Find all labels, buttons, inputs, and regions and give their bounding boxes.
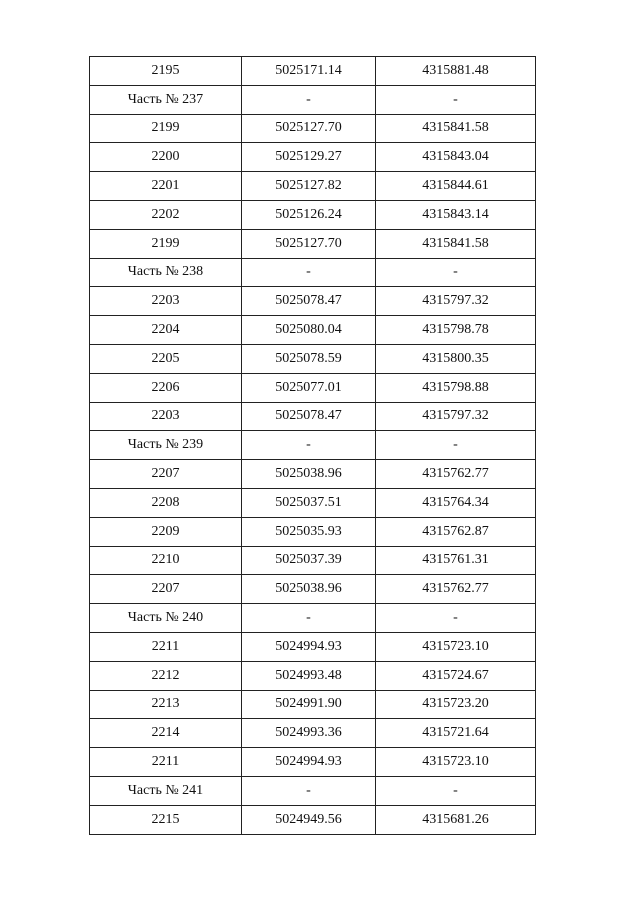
y-coordinate-cell: 4315762.87 xyxy=(376,517,536,546)
x-coordinate-cell: 5025038.96 xyxy=(242,575,376,604)
table-row xyxy=(90,460,536,489)
x-coordinate-cell: - xyxy=(242,604,376,633)
point-number-cell: 2212 xyxy=(90,661,242,690)
point-number-cell: 2211 xyxy=(90,632,242,661)
point-number-cell: 2215 xyxy=(90,805,242,834)
y-coordinate-cell: - xyxy=(376,258,536,287)
y-coordinate-cell: 4315844.61 xyxy=(376,172,536,201)
table-row xyxy=(90,143,536,172)
table-row xyxy=(90,287,536,316)
y-coordinate-cell: - xyxy=(376,85,536,114)
x-coordinate-cell: 5025171.14 xyxy=(242,57,376,86)
part-header-row xyxy=(90,776,536,805)
point-number-cell: 2195 xyxy=(90,57,242,86)
table-row xyxy=(90,344,536,373)
y-coordinate-cell: 4315797.32 xyxy=(376,287,536,316)
table-row xyxy=(90,488,536,517)
y-coordinate-cell: 4315843.14 xyxy=(376,200,536,229)
point-number-cell: 2207 xyxy=(90,575,242,604)
y-coordinate-cell: 4315761.31 xyxy=(376,546,536,575)
table-row xyxy=(90,316,536,345)
part-label-cell: Часть № 237 xyxy=(90,85,242,114)
part-label-cell: Часть № 238 xyxy=(90,258,242,287)
y-coordinate-cell: 4315762.77 xyxy=(376,575,536,604)
y-coordinate-cell: 4315797.32 xyxy=(376,402,536,431)
table-row xyxy=(90,632,536,661)
table-row xyxy=(90,57,536,86)
part-header-row xyxy=(90,431,536,460)
table-row xyxy=(90,805,536,834)
x-coordinate-cell: 5025127.82 xyxy=(242,172,376,201)
x-coordinate-cell: - xyxy=(242,258,376,287)
y-coordinate-cell: 4315881.48 xyxy=(376,57,536,86)
table-row xyxy=(90,517,536,546)
x-coordinate-cell: 5025078.47 xyxy=(242,287,376,316)
point-number-cell: 2204 xyxy=(90,316,242,345)
y-coordinate-cell: 4315723.20 xyxy=(376,690,536,719)
y-coordinate-cell: 4315843.04 xyxy=(376,143,536,172)
point-number-cell: 2209 xyxy=(90,517,242,546)
point-number-cell: 2205 xyxy=(90,344,242,373)
y-coordinate-cell: - xyxy=(376,776,536,805)
x-coordinate-cell: 5024949.56 xyxy=(242,805,376,834)
part-label-cell: Часть № 240 xyxy=(90,604,242,633)
point-number-cell: 2210 xyxy=(90,546,242,575)
part-header-row xyxy=(90,258,536,287)
y-coordinate-cell: 4315800.35 xyxy=(376,344,536,373)
point-number-cell: 2203 xyxy=(90,402,242,431)
y-coordinate-cell: 4315723.10 xyxy=(376,632,536,661)
x-coordinate-cell: - xyxy=(242,431,376,460)
y-coordinate-cell: - xyxy=(376,604,536,633)
table-row xyxy=(90,114,536,143)
x-coordinate-cell: 5025078.59 xyxy=(242,344,376,373)
x-coordinate-cell: 5025127.70 xyxy=(242,114,376,143)
point-number-cell: 2208 xyxy=(90,488,242,517)
coordinates-table-body xyxy=(90,57,536,835)
x-coordinate-cell: 5025038.96 xyxy=(242,460,376,489)
table-row xyxy=(90,719,536,748)
table-row xyxy=(90,373,536,402)
point-number-cell: 2206 xyxy=(90,373,242,402)
table-row xyxy=(90,690,536,719)
point-number-cell: 2213 xyxy=(90,690,242,719)
point-number-cell: 2203 xyxy=(90,287,242,316)
table-row xyxy=(90,200,536,229)
y-coordinate-cell: - xyxy=(376,431,536,460)
point-number-cell: 2211 xyxy=(90,748,242,777)
x-coordinate-cell: 5025077.01 xyxy=(242,373,376,402)
table-row xyxy=(90,402,536,431)
table-row xyxy=(90,575,536,604)
table-row xyxy=(90,546,536,575)
table-row xyxy=(90,229,536,258)
x-coordinate-cell: 5024993.36 xyxy=(242,719,376,748)
y-coordinate-cell: 4315841.58 xyxy=(376,229,536,258)
x-coordinate-cell: 5024994.93 xyxy=(242,748,376,777)
part-label-cell: Часть № 239 xyxy=(90,431,242,460)
y-coordinate-cell: 4315724.67 xyxy=(376,661,536,690)
x-coordinate-cell: 5025129.27 xyxy=(242,143,376,172)
y-coordinate-cell: 4315681.26 xyxy=(376,805,536,834)
table-row xyxy=(90,661,536,690)
y-coordinate-cell: 4315841.58 xyxy=(376,114,536,143)
x-coordinate-cell: 5025127.70 xyxy=(242,229,376,258)
point-number-cell: 2199 xyxy=(90,114,242,143)
x-coordinate-cell: 5025037.39 xyxy=(242,546,376,575)
y-coordinate-cell: 4315798.78 xyxy=(376,316,536,345)
y-coordinate-cell: 4315762.77 xyxy=(376,460,536,489)
part-header-row xyxy=(90,604,536,633)
x-coordinate-cell: 5025035.93 xyxy=(242,517,376,546)
x-coordinate-cell: 5025126.24 xyxy=(242,200,376,229)
point-number-cell: 2199 xyxy=(90,229,242,258)
point-number-cell: 2201 xyxy=(90,172,242,201)
table-row xyxy=(90,748,536,777)
table-row xyxy=(90,172,536,201)
y-coordinate-cell: 4315798.88 xyxy=(376,373,536,402)
x-coordinate-cell: - xyxy=(242,776,376,805)
point-number-cell: 2214 xyxy=(90,719,242,748)
point-number-cell: 2207 xyxy=(90,460,242,489)
x-coordinate-cell: 5024991.90 xyxy=(242,690,376,719)
point-number-cell: 2200 xyxy=(90,143,242,172)
x-coordinate-cell: 5025078.47 xyxy=(242,402,376,431)
point-number-cell: 2202 xyxy=(90,200,242,229)
y-coordinate-cell: 4315723.10 xyxy=(376,748,536,777)
y-coordinate-cell: 4315764.34 xyxy=(376,488,536,517)
coordinates-table xyxy=(89,56,536,835)
part-label-cell: Часть № 241 xyxy=(90,776,242,805)
x-coordinate-cell: - xyxy=(242,85,376,114)
y-coordinate-cell: 4315721.64 xyxy=(376,719,536,748)
x-coordinate-cell: 5025037.51 xyxy=(242,488,376,517)
x-coordinate-cell: 5024994.93 xyxy=(242,632,376,661)
x-coordinate-cell: 5024993.48 xyxy=(242,661,376,690)
x-coordinate-cell: 5025080.04 xyxy=(242,316,376,345)
part-header-row xyxy=(90,85,536,114)
